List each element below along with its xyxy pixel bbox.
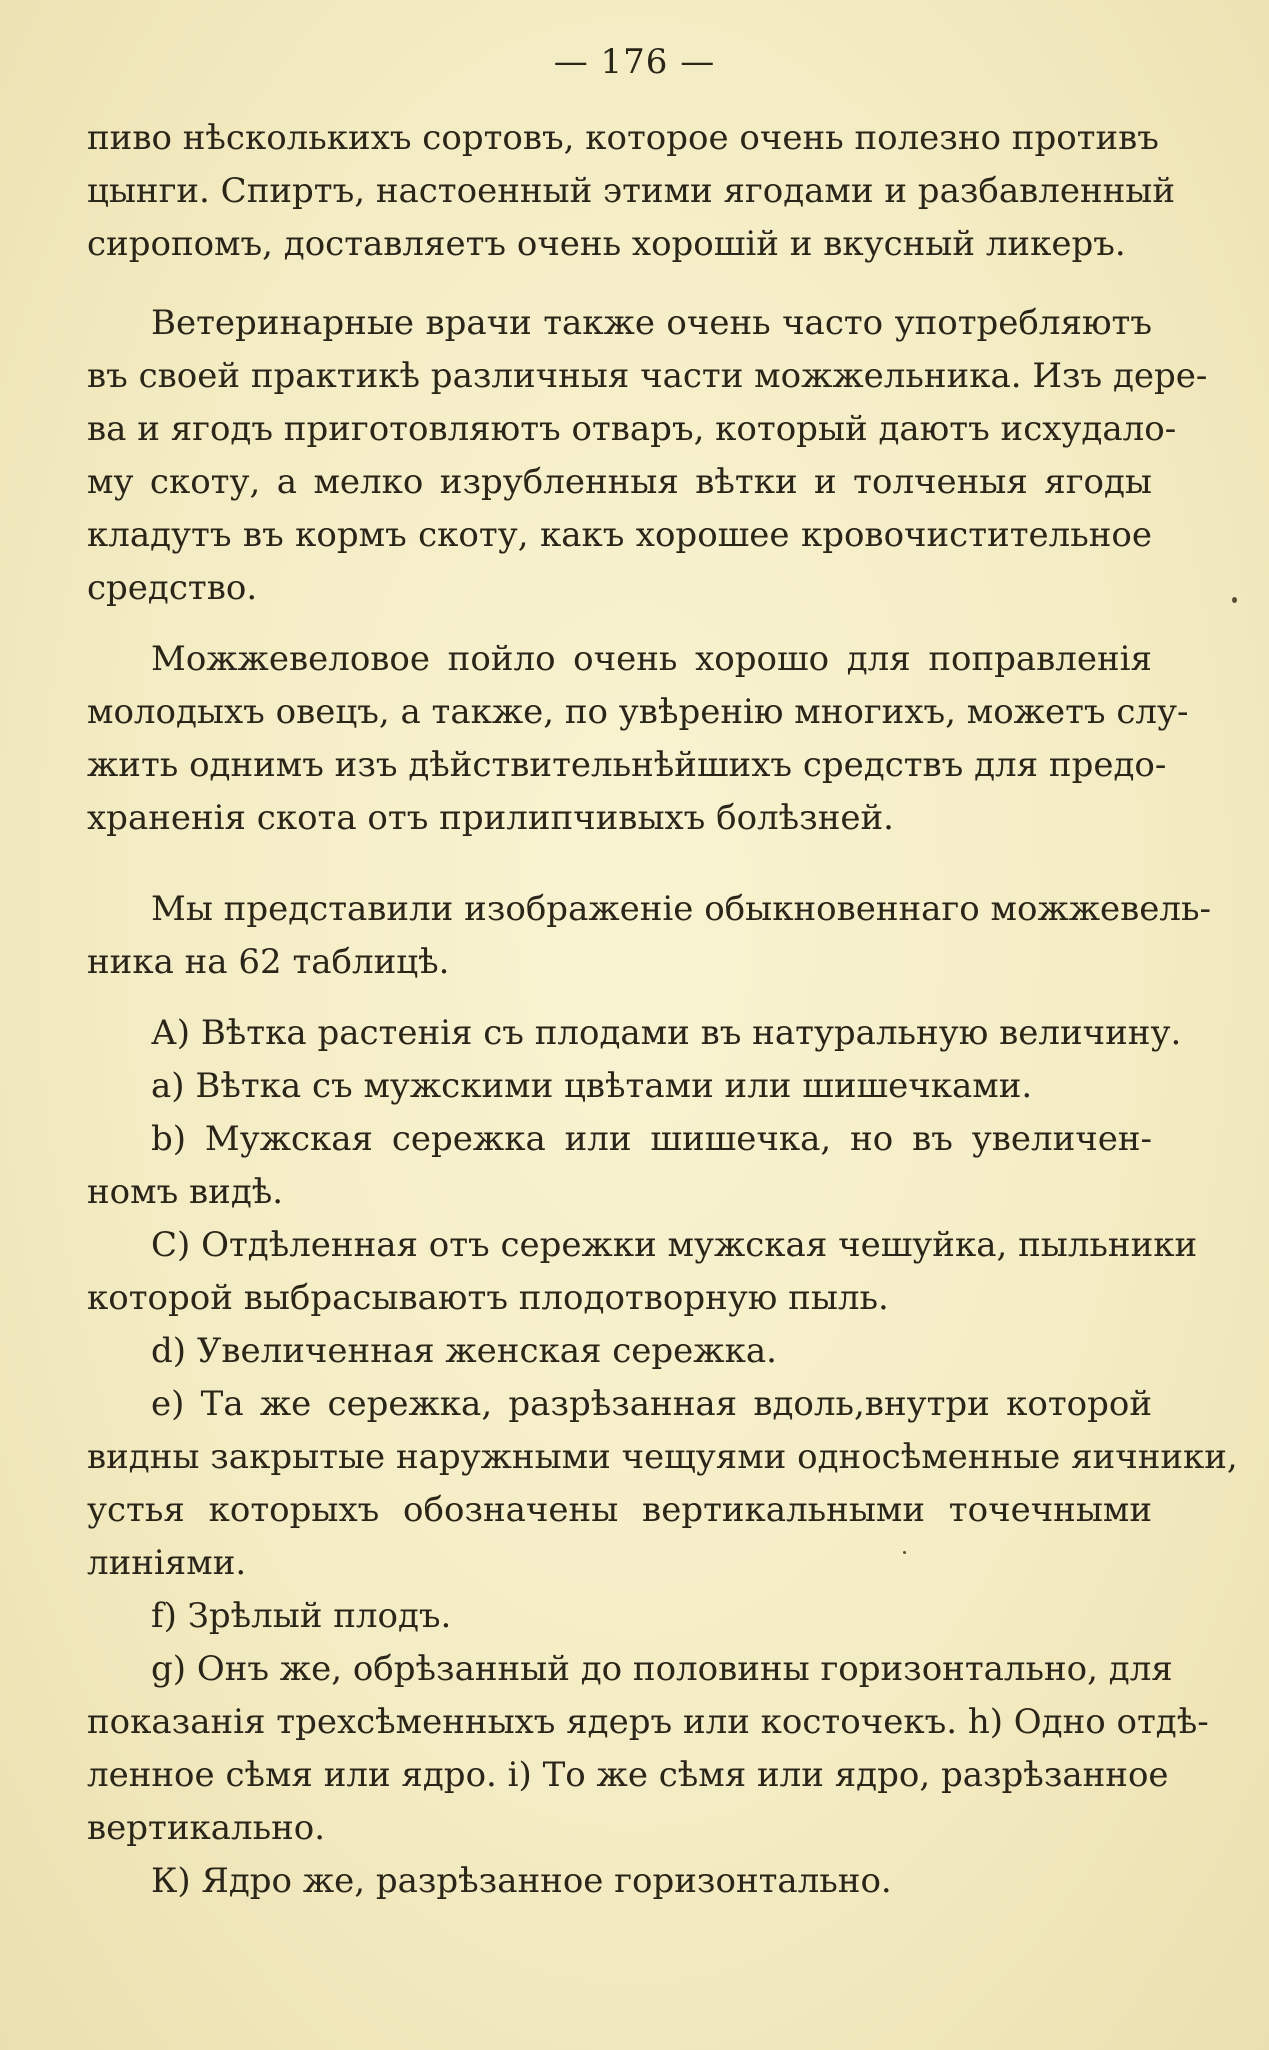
- text-line: ва и ягодъ приготовляютъ отваръ, который даютъ исхудало-: [87, 409, 1177, 449]
- legend-item: а) Вѣтка съ мужскими цвѣтами или шишечками.: [151, 1066, 1033, 1106]
- text-line: Ветеринарные врачи также очень часто употребляютъ: [151, 303, 1152, 343]
- text-line: видны закрытые наружными чещуями односѣменные яичники,: [87, 1437, 1238, 1477]
- text-line: жить однимъ изъ дѣйствительнѣйшихъ средствъ для предо-: [87, 745, 1167, 785]
- ink-speck: [1232, 597, 1237, 603]
- text-line: пиво нѣсколькихъ сортовъ, которое очень полезно противъ: [87, 118, 1159, 158]
- text-line: молодыхъ овецъ, а также, по увѣренію многихъ, можетъ слу-: [87, 692, 1189, 732]
- text-line: показанія трехсѣменныхъ ядеръ или косточекъ. h) Одно отдѣ-: [87, 1702, 1209, 1742]
- text-line: номъ видѣ.: [87, 1172, 284, 1212]
- text-line: цынги. Спиртъ, настоенный этими ягодами и разбавленный: [87, 171, 1176, 211]
- text-line: устья которыхъ обозначены вертикальными точечными: [87, 1490, 1152, 1530]
- text-line: сиропомъ, доставляетъ очень хорошій и вкусный ликеръ.: [87, 224, 1126, 264]
- text-line: храненія скота отъ прилипчивыхъ болѣзней.: [87, 798, 894, 838]
- legend-item: К) Ядро же, разрѣзанное горизонтально.: [151, 1861, 892, 1901]
- text-line: въ своей практикѣ различныя части можжельника. Изъ дере-: [87, 356, 1208, 396]
- text-line: линіями.: [87, 1543, 247, 1583]
- text-line: Можжевеловое пойло очень хорошо для поправленія: [151, 639, 1152, 679]
- legend-item: е) Та же сережка, разрѣзанная вдоль,внутри которой: [151, 1384, 1152, 1424]
- page-number: — 176 —: [553, 42, 716, 82]
- legend-item: А) Вѣтка растенія съ плодами въ натуральную величину.: [151, 1013, 1182, 1053]
- legend-item: g) Онъ же, обрѣзанный до половины горизонтально, для: [151, 1649, 1173, 1689]
- page-body: [87, 112, 1238, 1908]
- ink-speck: [903, 1551, 906, 1554]
- text-line: которой выбрасываютъ плодотворную пыль.: [87, 1278, 889, 1318]
- text-line: вертикально.: [87, 1808, 326, 1848]
- text-line: ника на 62 таблицѣ.: [87, 942, 450, 982]
- text-line: ленное сѣмя или ядро. i) То же сѣмя или ядро, разрѣзанное: [87, 1755, 1169, 1795]
- text-line: средство.: [87, 568, 258, 608]
- legend-item: С) Отдѣленная отъ сережки мужская чешуйка, пыльники: [151, 1225, 1198, 1265]
- text-line: кладутъ въ кормъ скоту, какъ хорошее кровочистительное: [87, 515, 1152, 555]
- legend-item: d) Увеличенная женская сережка.: [151, 1331, 777, 1371]
- legend-item: f) Зрѣлый плодъ.: [151, 1596, 452, 1636]
- text-line: му скоту, а мелко изрубленныя вѣтки и толченыя ягоды: [87, 462, 1152, 502]
- text-line: Мы представили изображеніе обыкновеннаго можжевель-: [151, 889, 1211, 929]
- legend-item: b) Мужская сережка или шишечка, но въ увеличен-: [151, 1119, 1152, 1159]
